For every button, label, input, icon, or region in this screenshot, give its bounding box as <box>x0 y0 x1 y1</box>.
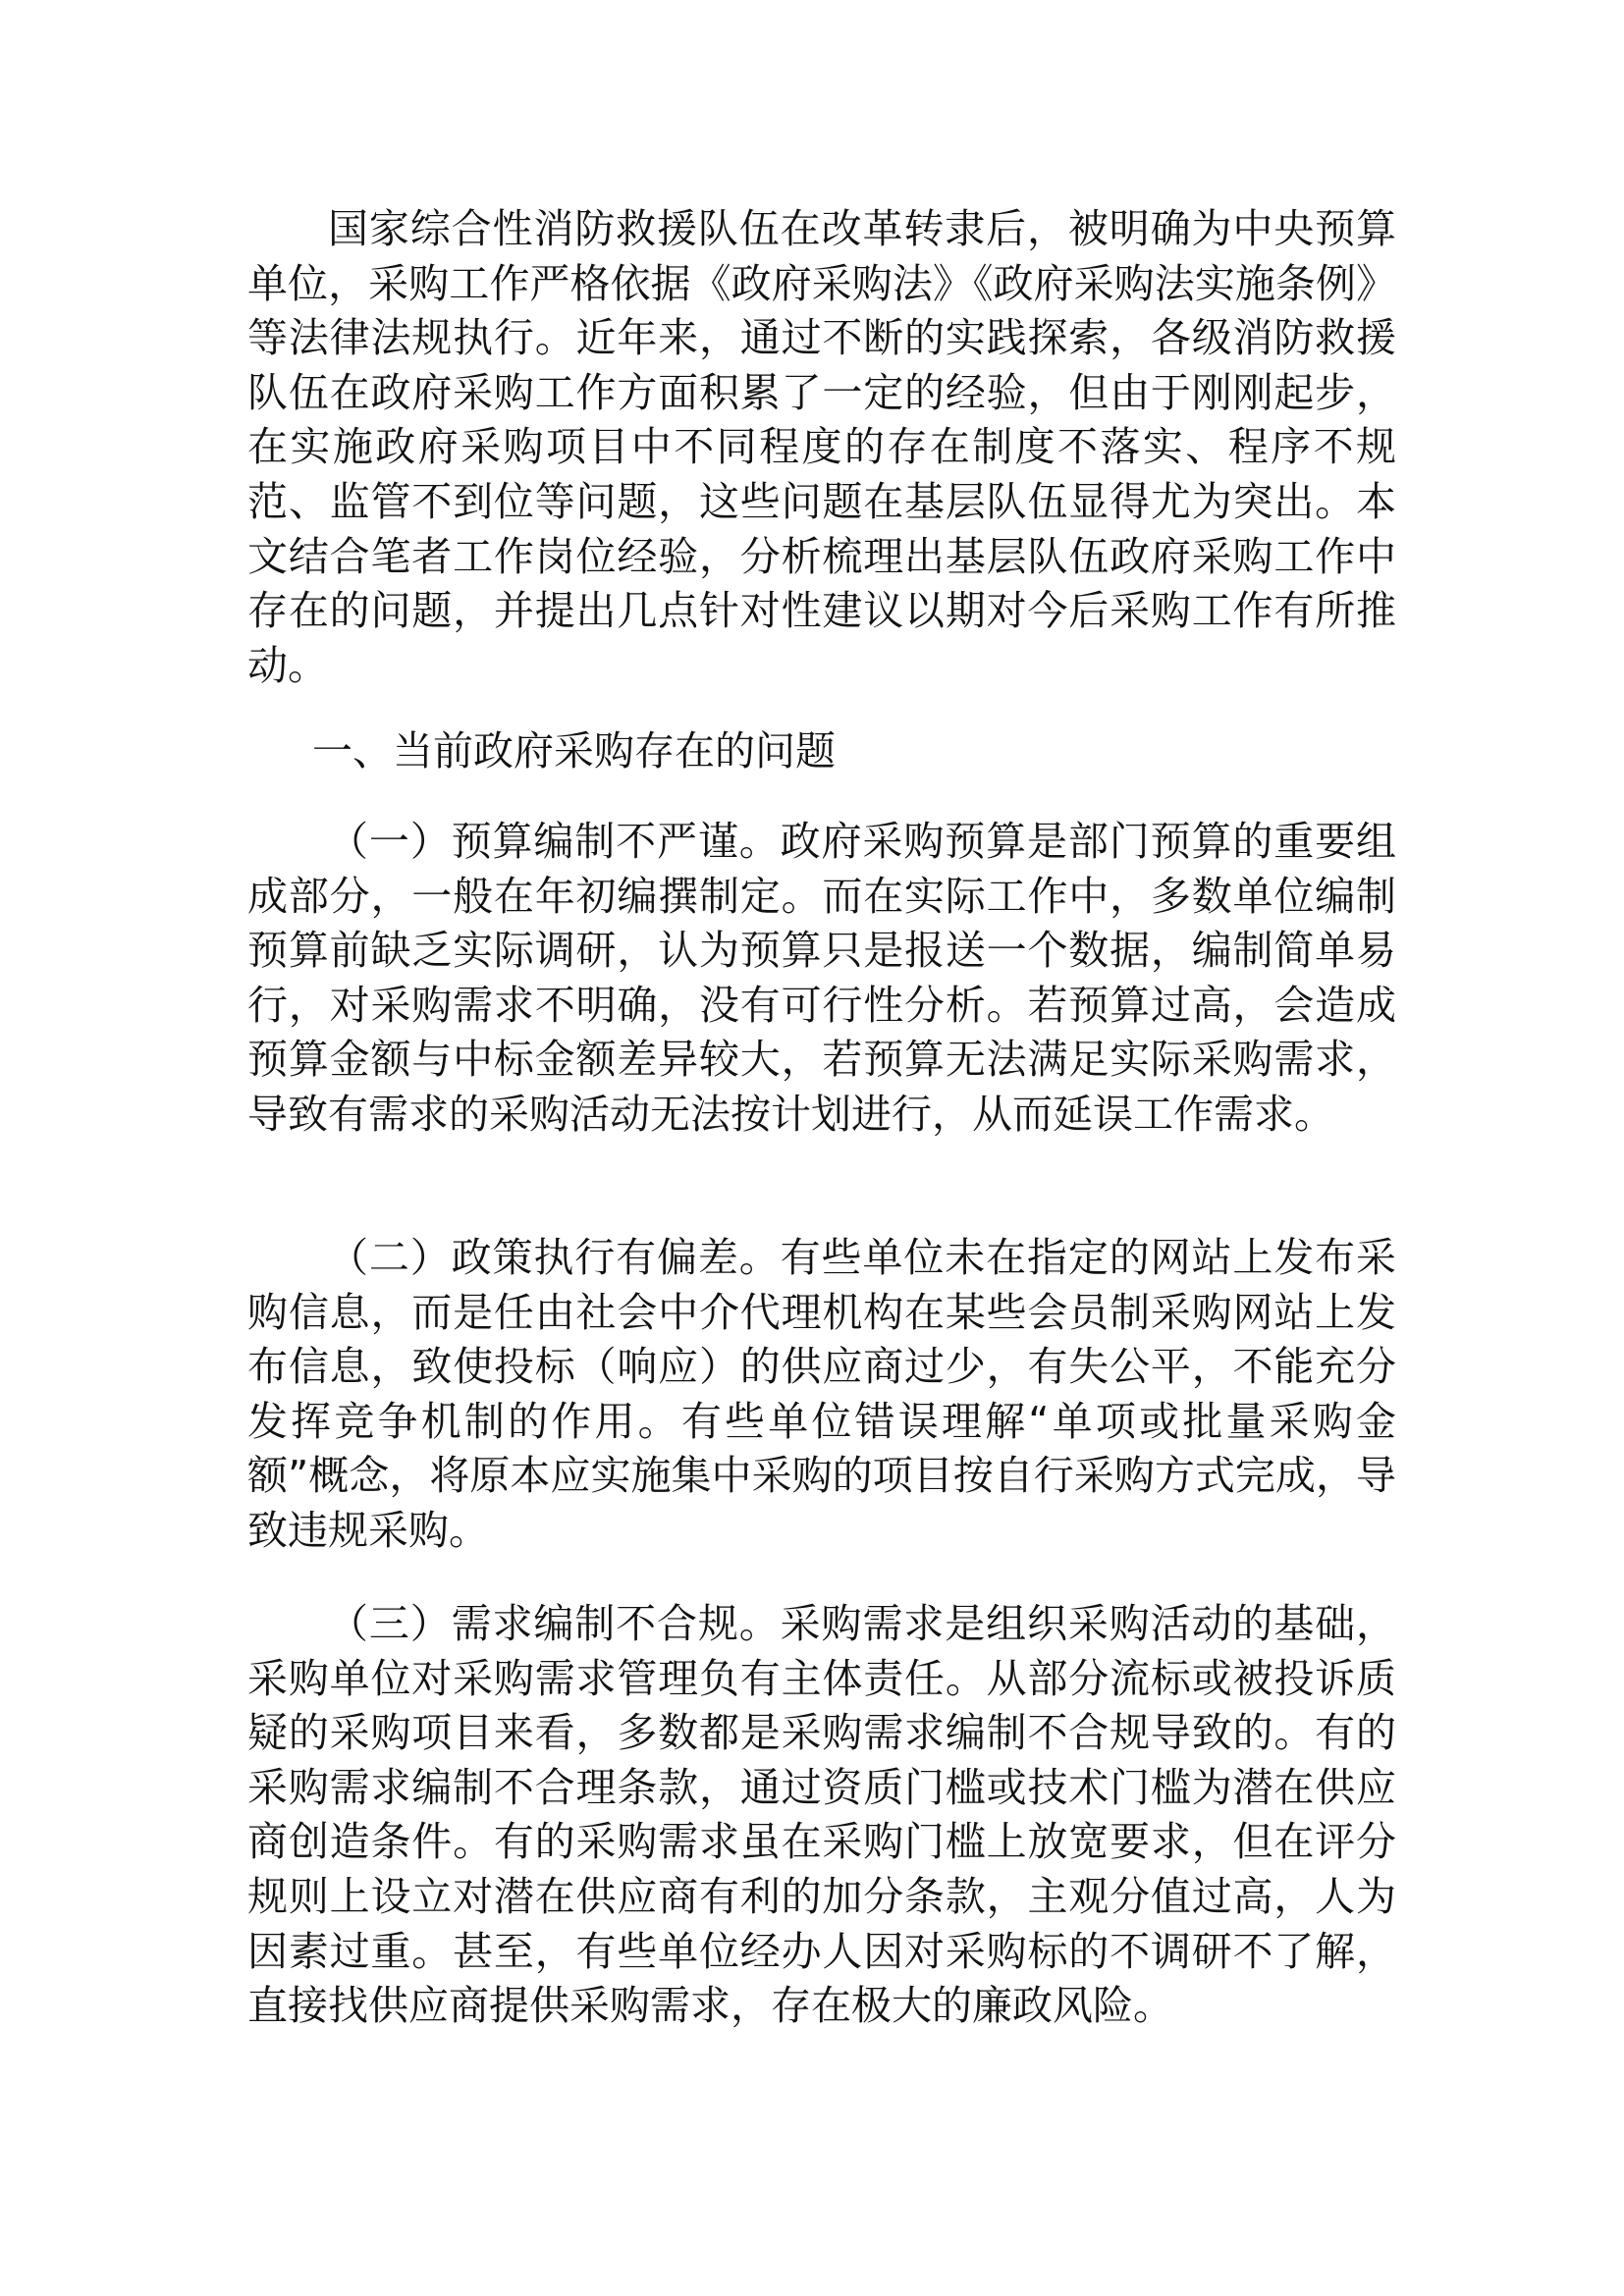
item3-block <box>247 1597 1396 2034</box>
item3-paragraph: （三）需求编制不合规。采购需求是组织采购活动的基础，采购单位对采购需求管理负有主体责任。从部分流标或被投诉质疑的采购项目来看，多数都是采购需求编制不合规导致的。有的采购需求编制不合理条款，通过资质门槛或技术门槛为潜在供应商创造条件。有的采购需求虽在采购门槛上放宽要求，但在评分规则上设立对潜在供应商有利的加分条款，主观分值过高，人为因素过重。甚至，有些单位经办人因对采购标的不调研不了解，直接找供应商提供采购需求，存在极大的廉政风险。 <box>247 1600 1396 2030</box>
item2-block <box>247 1231 1396 1559</box>
section-heading: 一、当前政府采购存在的问题 <box>312 727 836 774</box>
intro-paragraph: 国家综合性消防救援队伍在改革转隶后，被明确为中央预算单位，采购工作严格依据《政府采购法》《政府采购法实施条例》等法律法规执行。近年来，通过不断的实践探索，各级消防救援队伍在政府采购工作方面积累了一定的经验，但由于刚刚起步，在实施政府采购项目中不同程度的存在制度不落实、程序不规范、监管不到位等问题，这些问题在基层队伍显得尤为突出。本文结合笔者工作岗位经验，分析梳理出基层队伍政府采购工作中存在的问题，并提出几点针对性建议以期对今后采购工作有所推动。 <box>247 205 1396 689</box>
section-heading-block <box>247 724 1396 779</box>
item1-paragraph: （一）预算编制不严谨。政府采购预算是部门预算的重要组成部分，一般在年初编撰制定。而在实际工作中，多数单位编制预算前缺乏实际调研，认为预算只是报送一个数据，编制简单易行，对采购需求不明确，没有可行性分析。若预算过高，会造成预算金额与中标金额差异较大，若预算无法满足实际采购需求，导致有需求的采购活动无法按计划进行，从而延误工作需求。 <box>247 818 1396 1138</box>
item2-paragraph: （二）政策执行有偏差。有些单位未在指定的网站上发布采购信息，而是任由社会中介代理机构在某些会员制采购网站上发布信息，致使投标（响应）的供应商过少，有失公平，不能充分发挥竞争机制的作用。有些单位错误理解“单项或批量采购金额”概念，将原本应实施集中采购的项目按自行采购方式完成，导致违规采购。 <box>247 1234 1396 1554</box>
intro-block <box>247 202 1396 693</box>
item1-block <box>247 815 1396 1143</box>
